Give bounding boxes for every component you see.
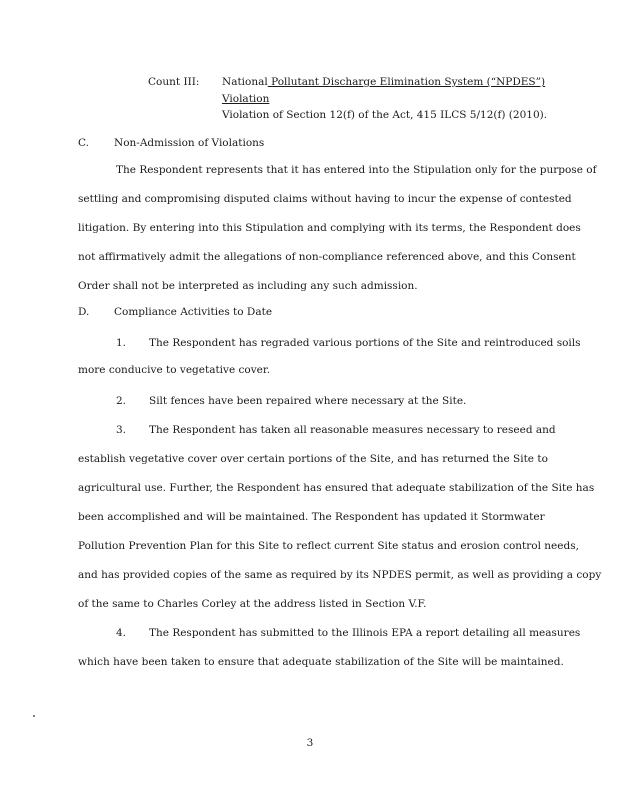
count-title-line3: Violation of Section 12(f) of the Act, 415 ILCS 5/12(f) (2010). (222, 109, 548, 121)
count-title-line2: Violation (222, 93, 270, 105)
count-title-line1-text (222, 76, 545, 88)
section-c-line: The Respondent represents that it has entered into the Stipulation only for the purpose of (116, 164, 597, 176)
item-line: and has provided copies of the same as required by its NPDES permit, as well as providing a copy (78, 569, 602, 581)
item-number: 3. (116, 424, 127, 436)
section-c-letter: C. (78, 137, 89, 149)
item-number: 1. (116, 337, 127, 349)
item-line: agricultural use. Further, the Respondent has ensured that adequate stabilization of the Site has (78, 482, 595, 494)
section-d-title: Compliance Activities to Date (114, 306, 273, 318)
item-line: Silt fences have been repaired where necessary at the Site. (149, 395, 467, 407)
item-line: of the same to Charles Corley at the address listed in Section V.F. (78, 598, 427, 610)
item-line: The Respondent has regraded various portions of the Site and reintroduced soils (149, 337, 581, 349)
item-line: which have been taken to ensure that adequate stabilization of the Site will be maintained. (78, 656, 564, 668)
section-c-title: Non-Admission of Violations (114, 137, 265, 149)
count-title-line1 (222, 77, 545, 88)
count-label: Count III: (148, 76, 200, 88)
section-d-letter: D. (78, 306, 90, 318)
scan-speck (33, 715, 35, 717)
section-c-line: not affirmatively admit the allegations of non-compliance referenced above, and this Consent (78, 251, 576, 263)
item-line: establish vegetative cover over certain portions of the Site, and has returned the Site to (78, 453, 548, 465)
section-c-line: Order shall not be interpreted as including any such admission. (78, 280, 418, 292)
item-line: been accomplished and will be maintained. The Respondent has updated it Stormwater (78, 511, 545, 523)
item-line: more conducive to vegetative cover. (78, 364, 271, 376)
item-number: 2. (116, 395, 127, 407)
section-c-line: settling and compromising disputed claims without having to incur the expense of contested (78, 193, 572, 205)
item-line: Pollution Prevention Plan for this Site to reflect current Site status and erosion control needs, (78, 540, 579, 552)
page-number: 3 (306, 737, 314, 749)
item-line: The Respondent has submitted to the Illinois EPA a report detailing all measures (149, 627, 581, 639)
count-title-line1-head: National (222, 76, 268, 88)
section-c-line: litigation. By entering into this Stipulation and complying with its terms, the Respondent does (78, 222, 581, 234)
item-line: The Respondent has taken all reasonable measures necessary to reseed and (149, 424, 556, 436)
count-title-line1-underlined: Pollutant Discharge Elimination System (“NPDES”) (267, 76, 546, 88)
item-number: 4. (116, 627, 127, 639)
